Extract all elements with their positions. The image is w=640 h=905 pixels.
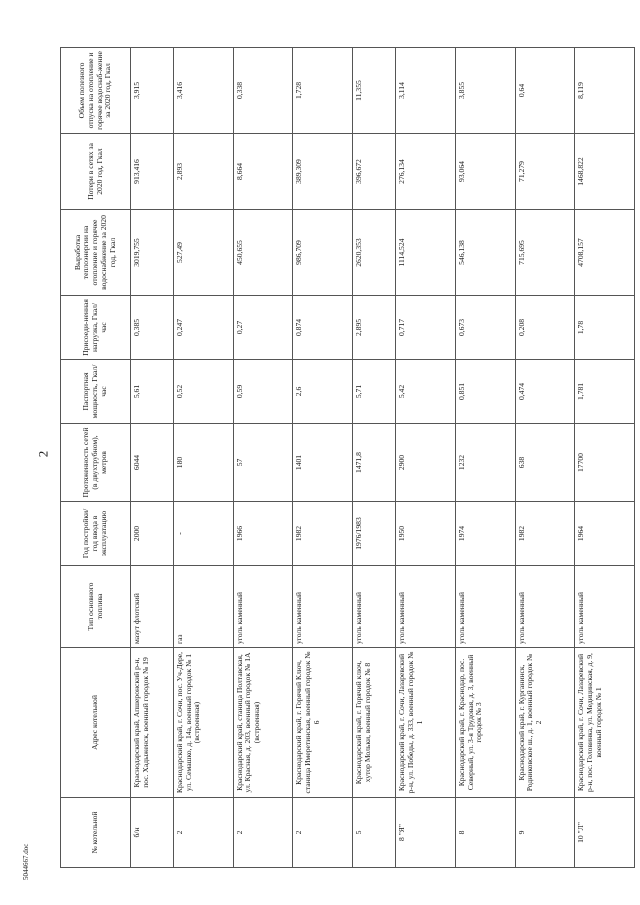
cell-losses: 8,664 [233,134,293,210]
cell-year: 1982 [515,502,575,566]
col-header-year: Год постройки/год ввода в эксплуатацию [61,502,131,566]
cell-connected-load: 2,895 [353,296,396,360]
cell-number: 2 [233,798,293,868]
cell-useful-supply: 3,114 [396,48,456,134]
cell-generation: 715,695 [515,210,575,296]
cell-connected-load: 1,78 [575,296,635,360]
table-row [455,48,515,868]
cell-losses: 396,672 [353,134,396,210]
cell-generation: 3019,755 [131,210,174,296]
cell-number: 8 [455,798,515,868]
table-row [293,48,353,868]
table-row [174,48,234,868]
cell-network-length: 1401 [293,424,353,502]
cell-useful-supply: 3,915 [131,48,174,134]
table-row [233,48,293,868]
table-row [515,48,575,868]
page-number: 2 [35,450,51,458]
cell-useful-supply: 0,338 [233,48,293,134]
cell-capacity: 0,474 [515,360,575,424]
table-row [131,48,174,868]
cell-fuel: уголь каменный [575,566,635,648]
cell-losses: 1468,822 [575,134,635,210]
cell-useful-supply: 0,64 [515,48,575,134]
cell-generation: 1114,524 [396,210,456,296]
cell-year: 1966 [233,502,293,566]
cell-network-length: 1232 [455,424,515,502]
cell-useful-supply: 11,355 [353,48,396,134]
cell-useful-supply: 8,119 [575,48,635,134]
cell-capacity: 0,59 [233,360,293,424]
cell-losses: 71,279 [515,134,575,210]
cell-fuel: уголь каменный [353,566,396,648]
cell-address: Краснодарский край, г. Сочи, пос. Уч-Дере, ул. Семашко, д. 14а, военный городок № 1 (встроенная) [174,648,234,798]
table-row [396,48,456,868]
cell-network-length: 57 [233,424,293,502]
cell-fuel: газ [174,566,234,648]
boiler-table-sheet [60,48,635,868]
col-header-generation: Выработка теплоэнергии на отопление и горячее водоснабжение за 2020 год, Гкал [61,210,131,296]
col-header-network-length: Протяженность сетей (в двухтрубном), метров [61,424,131,502]
cell-capacity: 2,6 [293,360,353,424]
cell-fuel: уголь каменный [396,566,456,648]
cell-fuel: уголь каменный [293,566,353,648]
cell-year: - [174,502,234,566]
cell-useful-supply: 3,855 [455,48,515,134]
cell-year: 1974 [455,502,515,566]
col-header-useful-supply: Объем полезного отпуска на отопление и горячее водоснаб-жение за 2020 год, Гкал [61,48,131,134]
cell-connected-load: 0,385 [131,296,174,360]
cell-network-length: 17700 [575,424,635,502]
cell-losses: 276,134 [396,134,456,210]
cell-number: 10 "Л" [575,798,635,868]
cell-address: Краснодарский край, г. Краснодар, пос. Северный, ул. 3-я Трудовая, д. 3, военный городок № 3 [455,648,515,798]
cell-number: 5 [353,798,396,868]
col-header-fuel: Тип основного топлива [61,566,131,648]
cell-number: б/н [131,798,174,868]
cell-connected-load: 0,27 [233,296,293,360]
cell-number: 8 "Я" [396,798,456,868]
cell-capacity: 5,71 [353,360,396,424]
cell-losses: 2,893 [174,134,234,210]
cell-capacity: 5,61 [131,360,174,424]
cell-network-length: 180 [174,424,234,502]
cell-number: 2 [293,798,353,868]
cell-network-length: 2900 [396,424,456,502]
table-row [575,48,635,868]
cell-useful-supply: 1,728 [293,48,353,134]
cell-losses: 389,309 [293,134,353,210]
cell-fuel: уголь каменный [455,566,515,648]
cell-losses: 913,416 [131,134,174,210]
cell-year: 1964 [575,502,635,566]
col-header-number: № котельной [61,798,131,868]
cell-address: Краснодарский край, г. Курганинск, Родниковское ш., д. 1, военный городок № 2 [515,648,575,798]
cell-number: 9 [515,798,575,868]
footer-doc-name: 5044667.doc [22,843,30,880]
cell-address: Краснодарский край, г. Горячий Ключ, станица Имеретинская, военный городок № 6 [293,648,353,798]
cell-losses: 93,064 [455,134,515,210]
cell-address: Краснодарский край, г. Сочи, Лазаревский р-н, ул. Победы, д. 333, военный городок № 1 [396,648,456,798]
cell-generation: 546,138 [455,210,515,296]
table-row [353,48,396,868]
cell-capacity: 1,781 [575,360,635,424]
cell-year: 1976/1983 [353,502,396,566]
cell-connected-load: 0,208 [515,296,575,360]
cell-address: Краснодарский край, Апшеронский р-н, пос. Хадыженск, военный городок № 19 [131,648,174,798]
cell-generation: 2620,353 [353,210,396,296]
cell-generation: 527,49 [174,210,234,296]
cell-connected-load: 0,717 [396,296,456,360]
cell-fuel: уголь каменный [233,566,293,648]
cell-network-length: 638 [515,424,575,502]
cell-connected-load: 0,673 [455,296,515,360]
cell-year: 1982 [293,502,353,566]
col-header-address: Адрес котельной [61,648,131,798]
cell-fuel: уголь каменный [515,566,575,648]
table-header-row [61,48,131,868]
cell-useful-supply: 3,416 [174,48,234,134]
cell-generation: 4708,157 [575,210,635,296]
cell-address: Краснодарский край, станица Полтавская, ул. Красная, д. 203, военный городок № 1А (встроенная) [233,648,293,798]
cell-capacity: 5,42 [396,360,456,424]
cell-year: 1950 [396,502,456,566]
col-header-losses: Потери в сетях за 2020 год, Гкал [61,134,131,210]
cell-number: 2 [174,798,234,868]
cell-address: Краснодарский край, г. Сочи, Лазаревский р-н, пос. Головинка, ул. Медицинская, д. 9, военный городок № 1 [575,648,635,798]
cell-year: 2000 [131,502,174,566]
cell-capacity: 0,851 [455,360,515,424]
cell-address: Краснодарский край, г. Горячий ключ, хутор Мольки, военный городок № 8 [353,648,396,798]
cell-generation: 450,655 [233,210,293,296]
boiler-table [60,47,635,868]
col-header-connected-load: Присоеди-ненная нагрузка, Гкал/час [61,296,131,360]
cell-fuel: мазут флотский [131,566,174,648]
cell-connected-load: 0,874 [293,296,353,360]
cell-network-length: 6044 [131,424,174,502]
col-header-capacity: Паспортная мощность, Гкал/час [61,360,131,424]
cell-capacity: 0,52 [174,360,234,424]
cell-generation: 986,709 [293,210,353,296]
cell-network-length: 1471,8 [353,424,396,502]
cell-connected-load: 0,247 [174,296,234,360]
